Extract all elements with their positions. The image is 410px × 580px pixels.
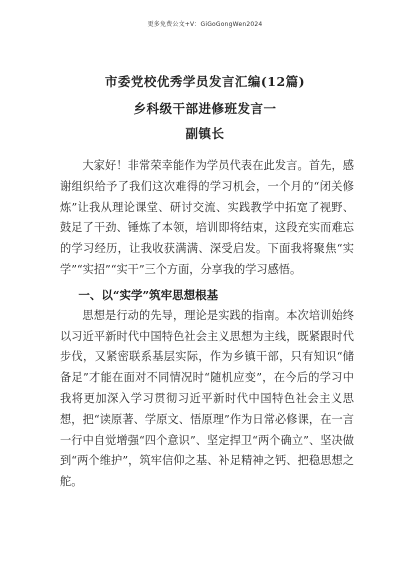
section-heading-1: 一、以“实学”筑牢思想根基 — [78, 287, 219, 302]
document-subtitle: 乡科级干部进修班发言一 — [133, 101, 277, 116]
header-note: 更多免费公文+V：GiGoGongWen2024 — [147, 21, 263, 28]
paragraph-intro: 大家好！非常荣幸能作为学员代表在此发言。首先，感谢组织给予了我们这次难得的学习机会，一个月的“闭关修炼”让我从理论课堂、研讨交流、实践教学中拓宽了视野、鼓足了干劲、锤炼了本领，培训即将结束，这段充实而难忘的学习经历，让我收获满满、深受启发。下面我将聚焦“实学”“实招”“实干”三个方面，分享我的学习感悟。 — [60, 159, 354, 276]
speaker-role: 副镇长 — [185, 126, 225, 141]
document-title: 市委党校优秀学员发言汇编(12篇) — [104, 74, 306, 89]
document-body — [60, 156, 354, 493]
paragraph-section-1: 思想是行动的先导，理论是实践的指南。本次培训始终以习近平新时代中国特色社会主义思想为主线，既紧跟时代步伐，又紧密联系基层实际，作为乡镇干部，只有知识“储备足”才能在面对不同情况时“随机应变”，在今后的学习中我将更加深入学习贯彻习近平新时代中国特色社会主义思想，把“读原著、学原文、悟原理”作为日常必修课，在一言一行中自觉增强“四个意识”、坚定捍卫“两个确立”、坚决做到“两个维护”，筑牢信仰之基、补足精神之钙、把稳思想之舵。 — [60, 308, 354, 489]
